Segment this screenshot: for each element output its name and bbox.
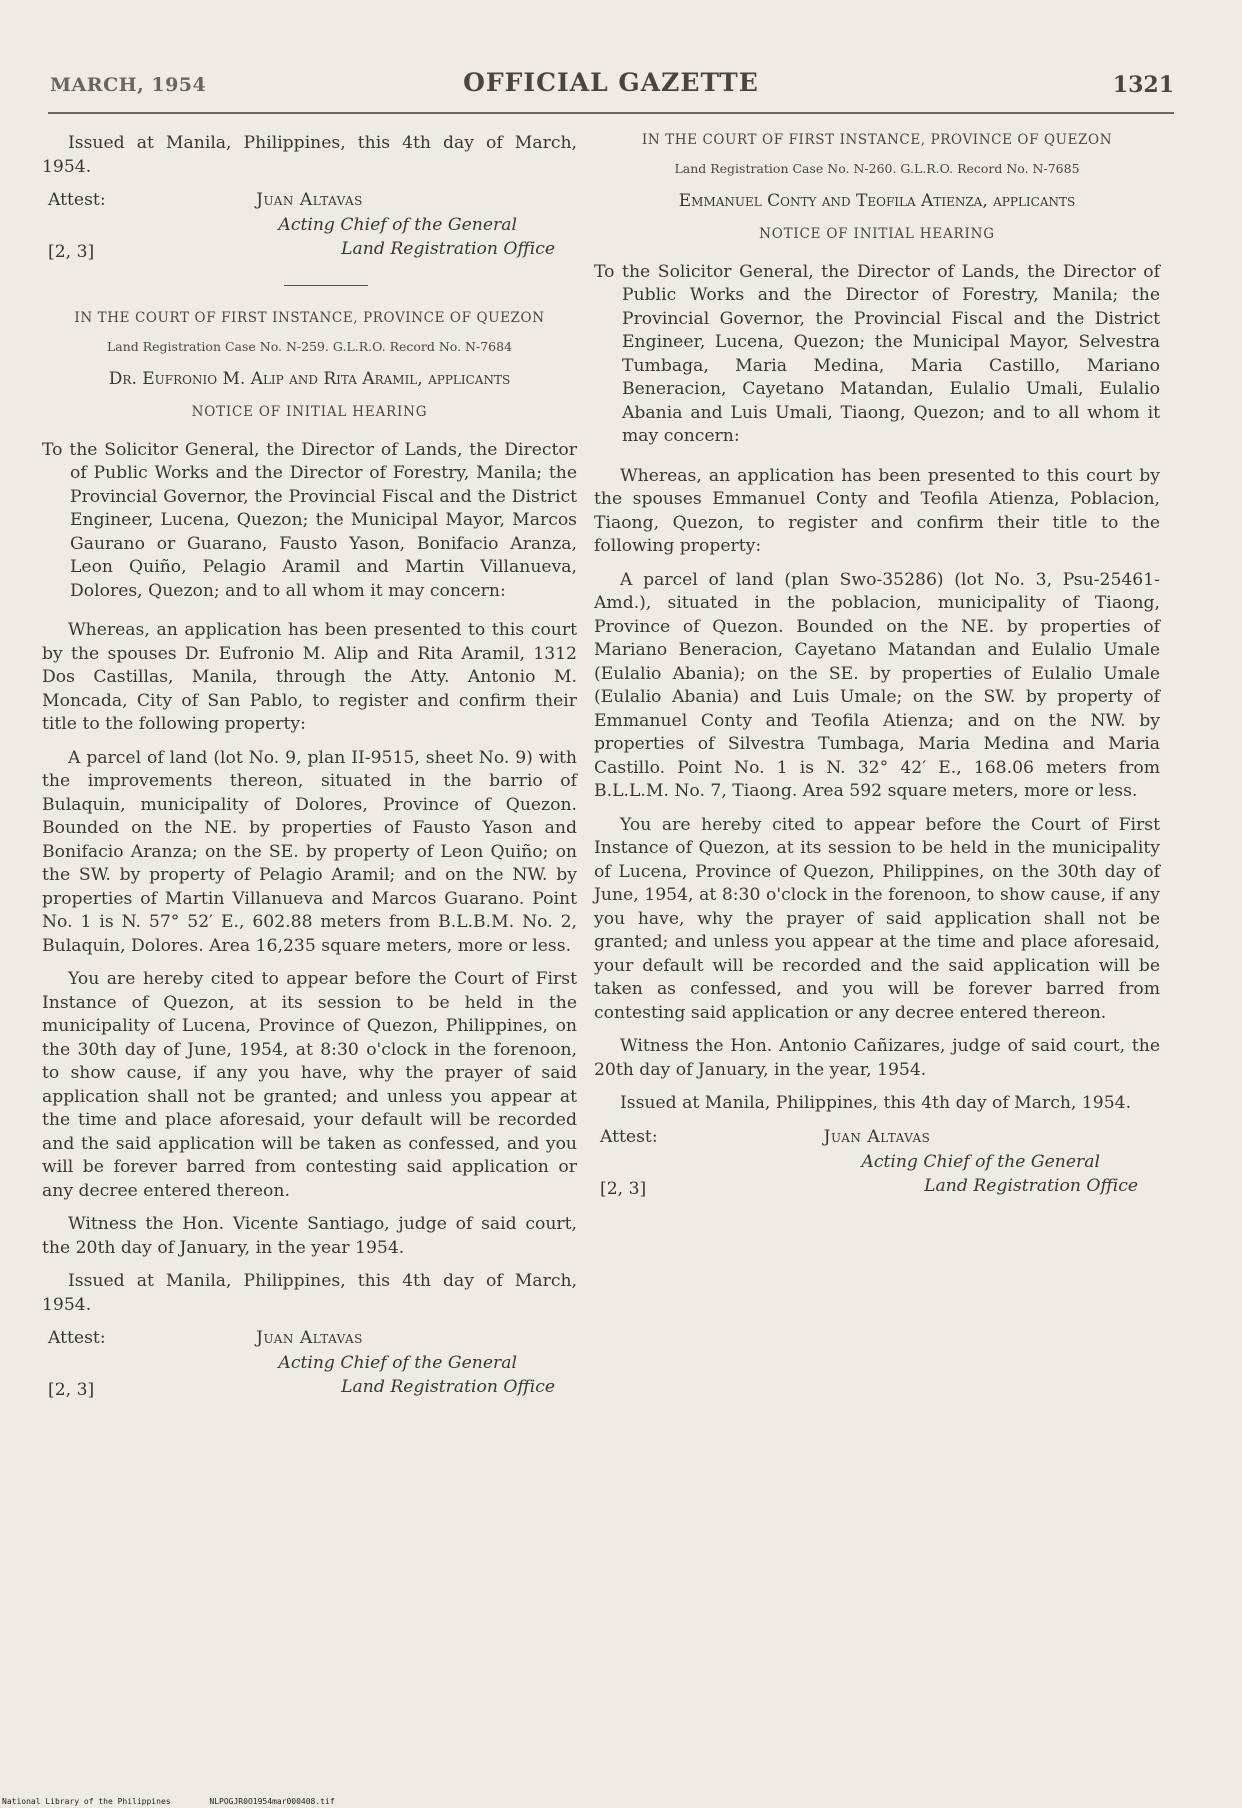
attest-title-line2: Land Registration Office <box>341 239 555 259</box>
page-header <box>48 68 1174 104</box>
witness-paragraph: Witness the Hon. Vicente Santiago, judge of said court, the 20th day of January, in the year 1954. <box>42 1214 577 1258</box>
section-divider <box>284 285 368 286</box>
court-heading: IN THE COURT OF FIRST INSTANCE, PROVINCE OF QUEZON <box>641 132 1113 148</box>
attest-ref: [2, 3] <box>48 1380 95 1400</box>
attest-label: Attest: <box>600 1126 658 1147</box>
header-rule <box>48 112 1174 114</box>
left-column <box>42 132 577 1421</box>
attest-ref: [2, 3] <box>600 1178 647 1199</box>
scan-footer <box>2 1797 369 1806</box>
attest-ref: [2, 3] <box>48 242 95 262</box>
witness-paragraph: Witness the Hon. Antonio Cañizares, judge of said court, the 20th day of January, in the year, 1954. <box>594 1036 1160 1080</box>
applicants: Dr. Eufronio M. Alip and Rita Aramil, applicants <box>108 369 511 389</box>
attest-block <box>42 1327 577 1411</box>
parcel-description: A parcel of land (plan Swo-35286) (lot No. 3, Psu-25461-Amd.), situated in the poblacion, municipality of Tiaong, Province of Quezon. Bounded on the NE. by properties of Mariano Beneracion, Cayetano Matandan and Eulalio Umale (Eulalio Abania); on the SE. by properties of Eulalio Umale (Eulalio Abania) and Luis Umale; on the SW. by property of Emmanuel Conty and Teofila Atienza; and on the NW. by properties of Silvestra Tumbaga, Maria Medina and Maria Castillo. Point No. 1 is N. 32° 42′ E., 168.06 meters from B.L.L.M. No. 7, Tiaong. Area 592 square meters, more or less. <box>594 569 1160 801</box>
attest-name: Juan Altavas <box>256 190 363 210</box>
right-column <box>594 132 1160 1220</box>
citation-paragraph: You are hereby cited to appear before the Court of First Instance of Quezon, at its session to be held in the municipality of Lucena, Province of Quezon, Philippines, on the 30th day of June, 1954, at 8:30 o'clock in the forenoon, to show cause, if any you have, why the prayer of said application shall not be granted; and unless you appear at the time and place aforesaid, your default will be recorded and the said application will be taken as confessed, and you will be forever barred from contesting said application or any decree entered thereon. <box>42 969 577 1201</box>
prev-attest-block <box>42 189 577 273</box>
case-number: Land Registration Case No. N-260. G.L.R.O. Record No. N-7685 <box>674 161 1080 176</box>
parcel-description: A parcel of land (lot No. 9, plan II-9515, sheet No. 9) with the improvements thereon, situated in the barrio of Bulaquin, municipality of Dolores, Province of Quezon. Bounded on the NE. by properties of Fausto Yason and Bonifacio Aranza; on the SE. by property of Leon Quiño; on the SW. by property of Pelagio Aramil; and on the NW. by properties of Martin Villanueva and Marcos Guarano. Point No. 1 is N. 57° 52′ E., 602.88 meters from B.L.B.M. No. 2, Bulaquin, Dolores. Area 16,235 square meters, more or less. <box>42 747 577 956</box>
addressees: To the Solicitor General, the Director of Lands, the Director of Public Works and the Director of Forestry, Manila; the Provincial Governor, the Provincial Fiscal and the District Engineer, Lucena, Quezon; the Municipal Mayor, Selvestra Tumbaga, Maria Medina, Maria Castillo, Mariano Beneracion, Cayetano Matandan, Eulalio Umali, Eulalio Abania and Luis Umali, Tiaong, Quezon; and to all whom it may concern: <box>594 261 1160 446</box>
attest-title-line2: Land Registration Office <box>924 1175 1138 1196</box>
scan-filename: NLPOGJR0O1954mar000408.tif <box>209 1797 335 1806</box>
issued-line: Issued at Manila, Philippines, this 4th day of March, 1954. <box>620 1093 1132 1113</box>
attest-block <box>594 1126 1160 1210</box>
case-number: Land Registration Case No. N-259. G.L.R.O. Record No. N-7684 <box>106 339 513 354</box>
attest-label: Attest: <box>48 190 106 210</box>
whereas-paragraph: Whereas, an application has been presented to this court by the spouses Dr. Eufronio M. Alip and Rita Aramil, 1312 Dos Castillas, Manila, through the Atty. Antonio M. Moncada, City of San Pablo, to register and confirm their title to the following property: <box>42 620 577 734</box>
attest-name: Juan Altavas <box>256 1328 363 1348</box>
citation-paragraph: You are hereby cited to appear before the Court of First Instance of Quezon, at its session to be held in the municipality of Lucena, Province of Quezon, Philippines, on the 30th day of June, 1954, at 8:30 o'clock in the forenoon, to show cause, if any you have, why the prayer of said application shall not be granted; and unless you appear at the time and place aforesaid, your default will be recorded and the said application will be taken as confessed, and you will be forever barred from contesting said application or any decree entered thereon. <box>594 814 1160 1023</box>
attest-title-line1: Acting Chief of the General <box>278 1353 517 1373</box>
issued-line: Issued at Manila, Philippines, this 4th day of March, 1954. <box>42 1271 577 1315</box>
attest-title-line1: Acting Chief of the General <box>278 215 517 235</box>
whereas-paragraph: Whereas, an application has been presented to this court by the spouses Emmanuel Conty and Teofila Atienza, Poblacion, Tiaong, Quezon, to register and confirm their title to the following property: <box>594 465 1160 556</box>
header-date: MARCH, 1954 <box>50 74 207 96</box>
applicants: Emmanuel Conty and Teofila Atienza, applicants <box>678 191 1076 211</box>
attest-title-line1: Acting Chief of the General <box>861 1151 1100 1172</box>
notice-title: NOTICE OF INITIAL HEARING <box>759 226 995 242</box>
attest-label: Attest: <box>48 1328 106 1348</box>
court-heading: IN THE COURT OF FIRST INSTANCE, PROVINCE OF QUEZON <box>74 310 545 326</box>
attest-name: Juan Altavas <box>823 1126 931 1147</box>
notice-title: NOTICE OF INITIAL HEARING <box>191 404 428 420</box>
page-number: 1321 <box>1112 72 1174 98</box>
addressees: To the Solicitor General, the Director of Lands, the Director of Public Works and the Director of Forestry, Manila; the Provincial Governor, the Provincial Fiscal and the District Engineer, Lucena, Quezon; the Municipal Mayor, Marcos Gaurano or Guarano, Fausto Yason, Bonifacio Aranza, Leon Quiño, Pelagio Aramil and Martin Villanueva, Dolores, Quezon; and to all whom it may concern: <box>42 439 577 601</box>
attest-title-line2: Land Registration Office <box>341 1377 555 1397</box>
library-credit: National Library of the Philippines <box>2 1797 171 1806</box>
prev-issued-line: Issued at Manila, Philippines, this 4th day of March, 1954. <box>42 133 577 177</box>
header-title: OFFICIAL GAZETTE <box>463 68 759 97</box>
